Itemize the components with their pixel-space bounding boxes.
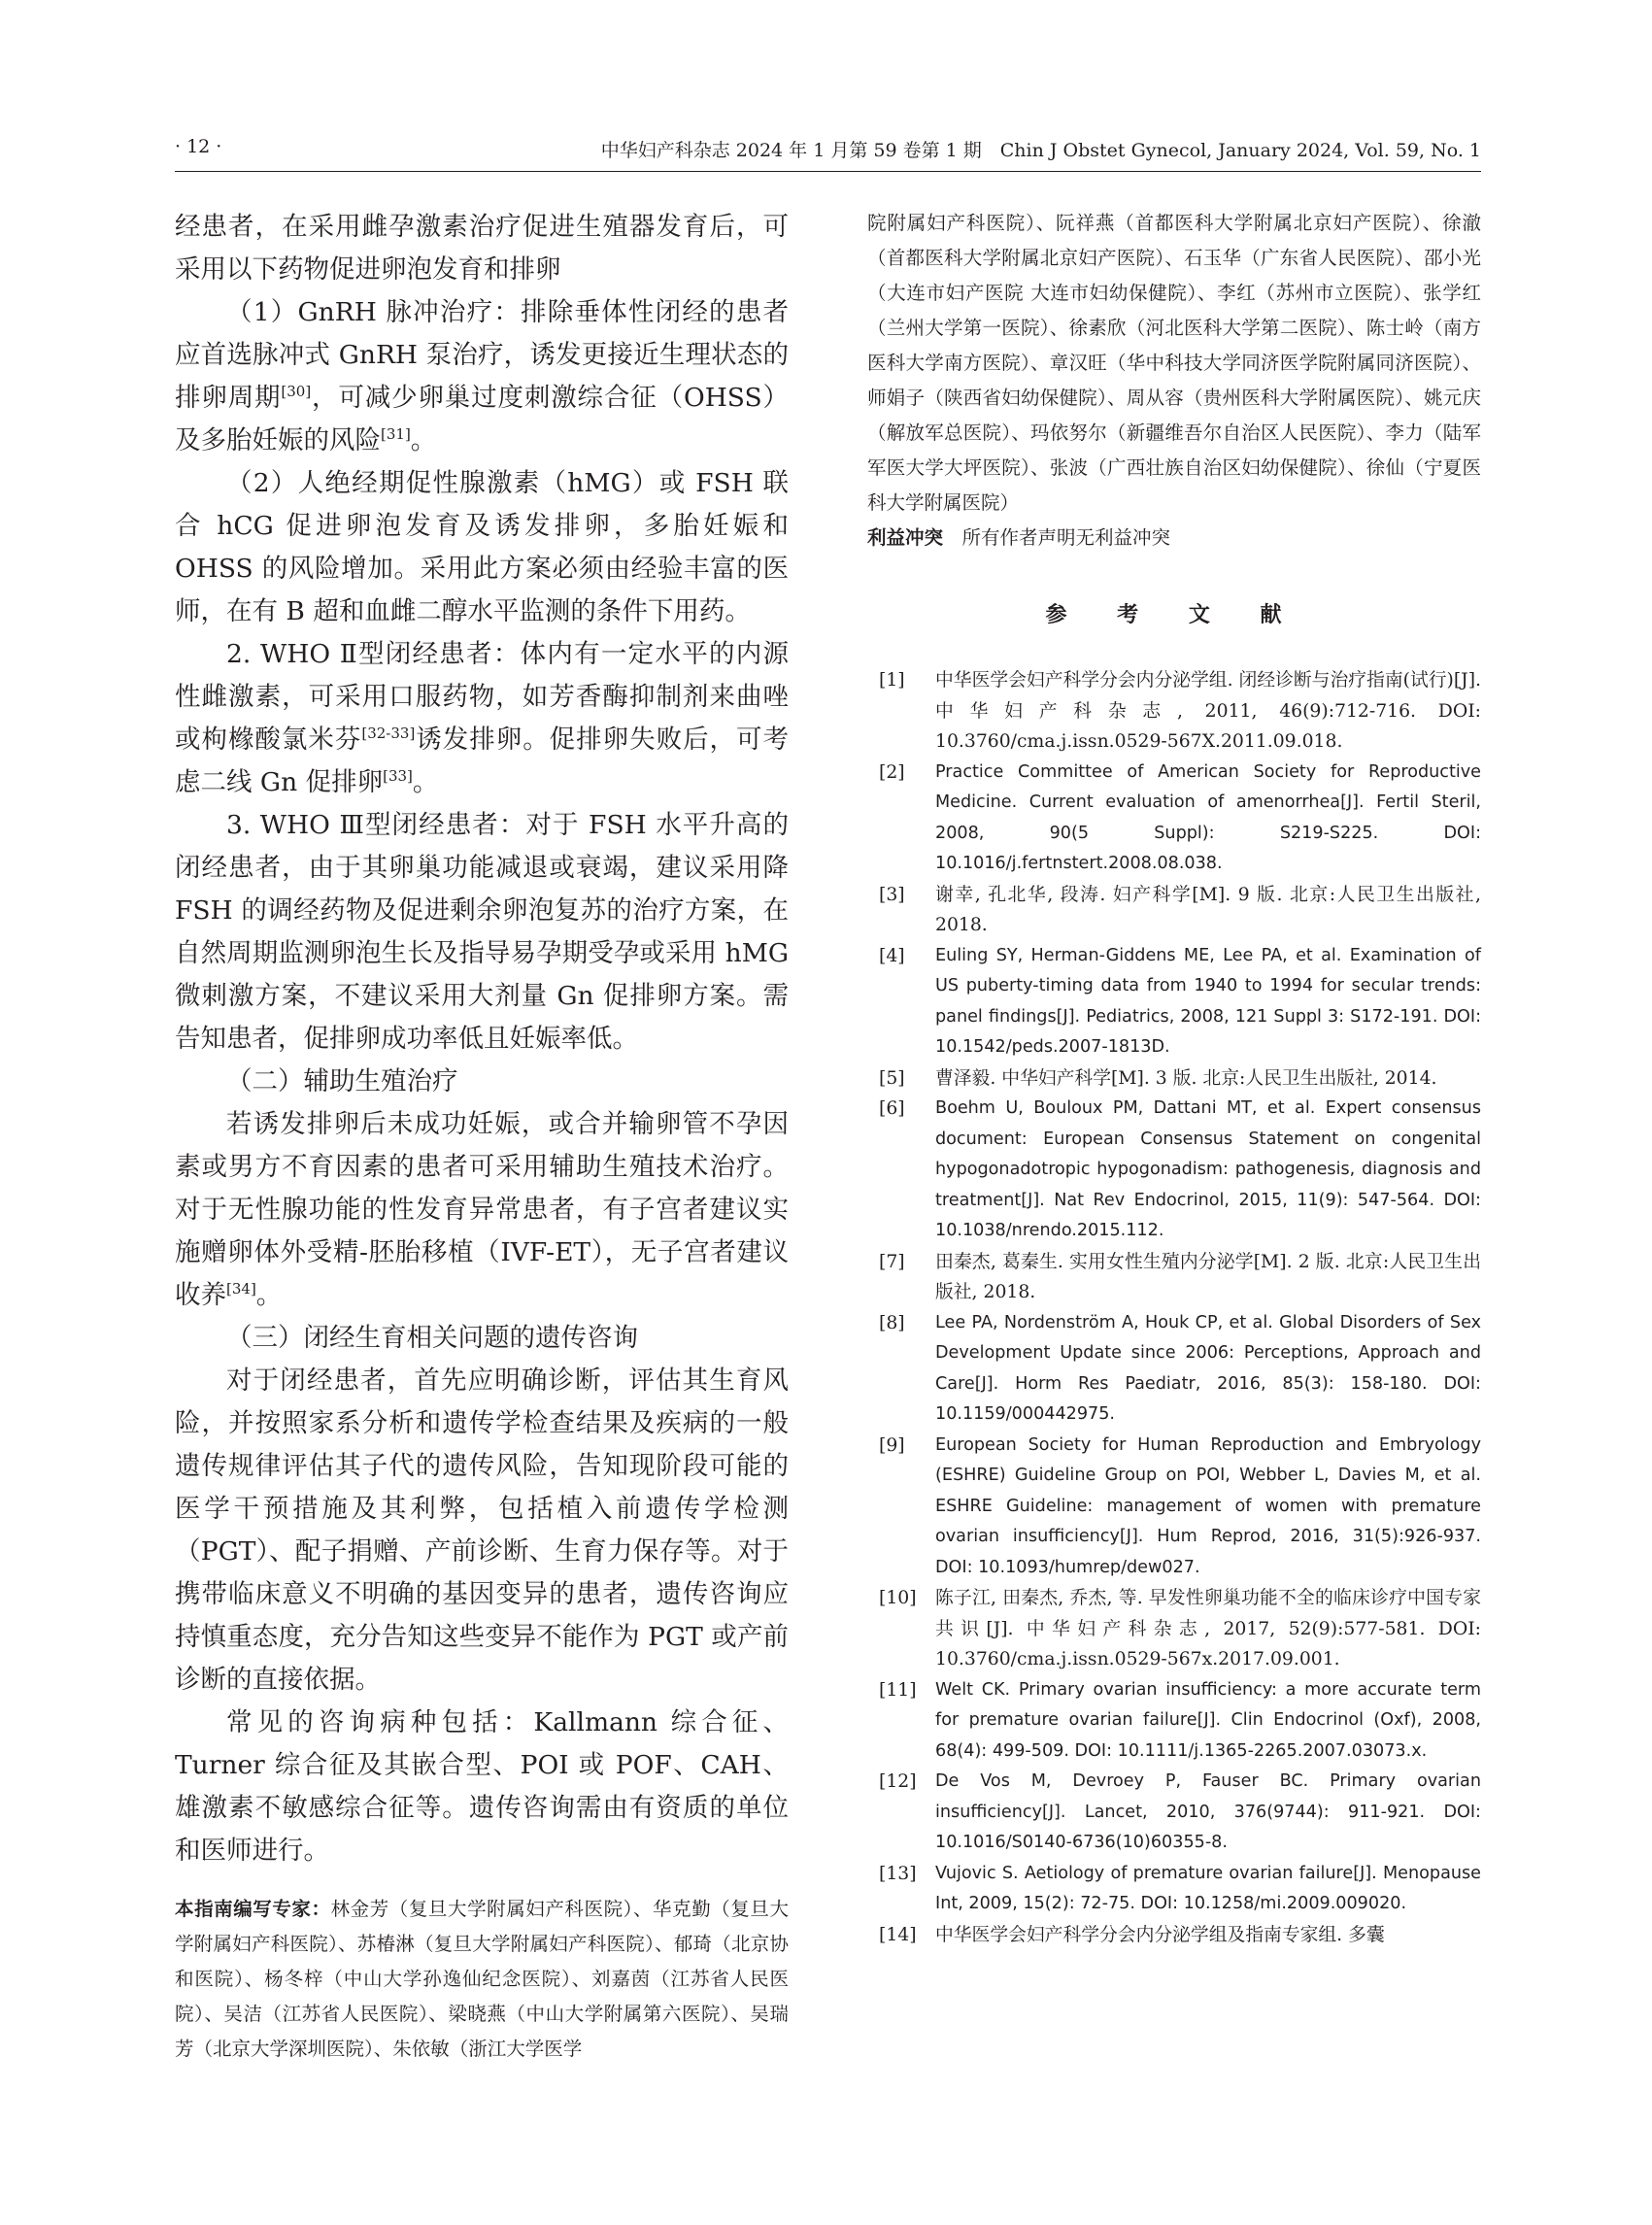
paragraph: 2. WHO Ⅱ型闭经患者：体内有一定水平的内源性雌激素，可采用口服药物，如芳香酶抑制剂来曲唑或枸橼酸氯米芬[32-33]诱发排卵。促排卵失败后，可考虑二线 Gn 促排卵[33]。 [175, 639, 790, 797]
reference-number: [10] [879, 1588, 917, 1608]
reference-number: [4] [879, 945, 905, 966]
reference-number: [11] [879, 1679, 917, 1701]
reference-list [867, 665, 1481, 1950]
references-heading: 参 考 文 献 [1045, 603, 1303, 627]
reference-number: [3] [879, 884, 905, 905]
guideline-experts-continued: 院附属妇产科医院）、阮祥燕（首都医科大学附属北京妇产医院）、徐澈（首都医科大学附属北京妇产医院）、石玉华（广东省人民医院）、邵小光（大连市妇产医院 大连市妇幼保健院）、李红（苏州市立医院）、张学红（兰州大学第一医院）、徐素欣（河北医科大学第二医院）、陈士岭（南方医科大学南方医院）、章汉旺（华中科技大学同济医学院附属同济医院）、师娟子（陕西省妇幼保健院）、周从容（贵州医科大学附属医院）、姚元庆（解放军总医院）、玛依努尔（新疆维吾尔自治区人民医院）、李力（陆军军医大学大坪医院）、张波（广西壮族自治区妇幼保健院）、徐仙（宁夏医科大学附属医院） [867, 212, 1481, 514]
section-heading: （二）辅助生殖治疗 [226, 1066, 458, 1096]
reference-text: 中华医学会妇产科学分会内分泌学组. 闭经诊断与治疗指南(试行)[J]. 中华妇产科杂志, 2011, 46(9):712-716. DOI: 10.3760/cma.j.issn.0529-567X.2011.09.018. [935, 670, 1481, 752]
section-heading: （三）闭经生育相关问题的遗传咨询 [226, 1323, 638, 1353]
conflict-of-interest: 利益冲突 所有作者声明无利益冲突 [867, 526, 1171, 549]
paragraph: （2）人绝经期促性腺激素（hMG）或 FSH 联合 hCG 促进卵泡发育及诱发排卵，多胎妊娠和 OHSS 的风险增加。采用此方案必须由经验丰富的医师，在有 B 超和血雌二醇水平监测的条件下用药。 [175, 468, 789, 626]
reference-number: [13] [879, 1863, 917, 1884]
reference-text: Boehm U, Bouloux PM, Dattani MT, et al. Expert consensus document: European Consensus Statement on congenital hypogonadotropic hypogonadism: pathogenesis, diagnosis and treatment[J]. Nat Rev Endocrinol, 2015, 11(9): 547-564. DOI: 10.1038/nrendo.2015.112. [935, 1098, 1481, 1240]
reference-text: Practice Committee of American Society for Reproductive Medicine. Current evaluation of amenorrhea[J]. Fertil Steril, 2008, 90(5 Suppl): S219-S225. DOI: 10.1016/j.fertnstert.2008.08.038. [935, 761, 1481, 873]
citation: [32-33] [361, 725, 416, 742]
reference-item [867, 1431, 1481, 1584]
journal-citation: 中华妇产科杂志 2024 年 1 月第 59 卷第 1 期 Chin J Obstet Gynecol, January 2024, Vol. 59, No. 1 [600, 140, 1481, 161]
guideline-experts: 本指南编写专家：林金芳（复旦大学附属妇产科医院）、华克勤（复旦大学附属妇产科医院）、苏椿淋（复旦大学附属妇产科医院）、郁琦（北京协和医院）、杨冬梓（中山大学孙逸仙纪念医院）、刘嘉茵（江苏省人民医院）、吴洁（江苏省人民医院）、梁晓燕（中山大学附属第六医院）、吴瑞芳（北京大学深圳医院）、朱依敏（浙江大学医学 [175, 1898, 789, 2060]
coi-label: 利益冲突 [867, 526, 944, 549]
reference-text: 田秦杰, 葛秦生. 实用女性生殖内分泌学[M]. 2 版. 北京:人民卫生出版社, 2018. [935, 1251, 1481, 1302]
reference-item [867, 880, 1481, 941]
reference-number: [1] [879, 670, 905, 691]
reference-number: [9] [879, 1434, 905, 1456]
citation: [34] [226, 1280, 256, 1298]
paragraph: （1）GnRH 脉冲治疗：排除垂体性闭经的患者应首选脉冲式 GnRH 泵治疗，诱发更接近生理状态的排卵周期[30]，可减少卵巢过度刺激综合征（OHSS）及多胎妊娠的风险[31]。 [175, 297, 789, 455]
reference-item [867, 758, 1481, 880]
reference-item [867, 941, 1481, 1063]
paragraph: 对于闭经患者，首先应明确诊断，评估其生育风险，并按照家系分析和遗传学检查结果及疾病的一般遗传规律评估其子代的遗传风险，告知现阶段可能的医学干预措施及其利弊，包括植入前遗传学检测（PGT）、配子捐赠、产前诊断、生育力保存等。对于携带临床意义不明确的基因变异的患者，遗传咨询应持慎重态度，充分告知这些变异不能作为 PGT 或产前诊断的直接依据。 [175, 1365, 789, 1695]
reference-text: European Society for Human Reproduction and Embryology (ESHRE) Guideline Group on POI, Webber L, Davies M, et al. ESHRE Guideline: management of women with premature ovarian insufficiency[J]. Hum Reprod, 2016, 31(5):926-937. DOI: 10.1093/humrep/dew027. [935, 1434, 1481, 1577]
reference-text: Welt CK. Primary ovarian insufficiency: a more accurate term for premature ovarian failure[J]. Clin Endocrinol (Oxf), 2008, 68(4): 499-509. DOI: 10.1111/j.1365-2265.2007.03073.x. [935, 1679, 1481, 1761]
left-column [175, 206, 789, 2067]
reference-item [867, 1675, 1481, 1768]
reference-text: 曹泽毅. 中华妇产科学[M]. 3 版. 北京:人民卫生出版社, 2014. [935, 1067, 1437, 1089]
reference-item [867, 1308, 1481, 1431]
reference-text: De Vos M, Devroey P, Fauser BC. Primary ovarian insufficiency[J]. Lancet, 2010, 376(9744): 911-921. DOI: 10.1016/S0140-6736(10)60355-8. [935, 1771, 1481, 1852]
reference-text: Lee PA, Nordenström A, Houk CP, et al. Global Disorders of Sex Development Update since 2006: Perceptions, Approach and Care[J]. Horm Res Paediatr, 2016, 85(3): 158-180. DOI: 10.1159/000442975. [935, 1312, 1481, 1424]
reference-item [867, 665, 1481, 758]
reference-item [867, 1583, 1481, 1675]
paragraph: 经患者，在采用雌孕激素治疗促进生殖器发育后，可采用以下药物促进卵泡发育和排卵 [175, 212, 789, 285]
reference-item [867, 1767, 1481, 1859]
reference-item [867, 1063, 1481, 1095]
reference-text: 中华医学会妇产科学分会内分泌学组及指南专家组. 多囊 [935, 1924, 1385, 1945]
page-number: · 12 · [175, 136, 222, 157]
reference-number: [12] [879, 1771, 917, 1792]
reference-number: [7] [879, 1251, 905, 1272]
paragraph: 常见的咨询病种包括：Kallmann 综合征、Turner 综合征及其嵌合型、POI 或 POF、CAH、雄激素不敏感综合征等。遗传咨询需由有资质的单位和医师进行。 [175, 1707, 789, 1866]
reference-text: Vujovic S. Aetiology of premature ovarian failure[J]. Menopause Int, 2009, 15(2): 72-75. DOI: 10.1258/mi.2009.009020. [935, 1863, 1481, 1913]
paragraph: 若诱发排卵后未成功妊娠，或合并输卵管不孕因素或男方不育因素的患者可采用辅助生殖技术治疗。对于无性腺功能的性发育异常患者，有子宫者建议实施赠卵体外受精-胚胎移植（IVF-ET），无子宫者建议收养[34]。 [175, 1109, 789, 1310]
citation: [30] [281, 383, 312, 400]
experts-label: 本指南编写专家： [175, 1898, 331, 1920]
reference-text: 谢幸, 孔北华, 段涛. 妇产科学[M]. 9 版. 北京:人民卫生出版社, 2018. [935, 884, 1481, 935]
paragraph: 3. WHO Ⅲ型闭经患者：对于 FSH 水平升高的闭经患者，由于其卵巢功能减退或衰竭，建议采用降 FSH 的调经药物及促进剩余卵泡复苏的治疗方案，在自然周期监测卵泡生长及指导易孕期受孕或采用 hMG 微刺激方案，不建议采用大剂量 Gn 促排卵方案。需告知患者，促排卵成功率低且妊娠率低。 [175, 810, 789, 1054]
reference-item [867, 1094, 1481, 1247]
reference-number: [8] [879, 1312, 905, 1333]
reference-item [867, 1920, 1481, 1951]
reference-item [867, 1859, 1481, 1920]
reference-text: Euling SY, Herman-Giddens ME, Lee PA, et al. Examination of US puberty-timing data from 1940 to 1994 for secular trends: panel findings[J]. Pediatrics, 2008, 121 Suppl 3: S172-191. DOI: 10.1542/peds.2007-1813D. [935, 945, 1481, 1057]
right-column [867, 206, 1481, 1950]
reference-item [867, 1247, 1481, 1308]
reference-number: [5] [879, 1067, 905, 1089]
reference-text: 陈子江, 田秦杰, 乔杰, 等. 早发性卵巢功能不全的临床诊疗中国专家共识[J]. 中华妇产科杂志, 2017, 52(9):577-581. DOI: 10.3760/cma.j.issn.0529-567x.2017.09.001. [935, 1588, 1481, 1669]
reference-number: [2] [879, 761, 905, 783]
reference-number: [6] [879, 1098, 905, 1119]
running-header [175, 136, 1481, 172]
citation: [33] [383, 767, 413, 785]
reference-number: [14] [879, 1924, 917, 1945]
citation: [31] [381, 425, 411, 443]
